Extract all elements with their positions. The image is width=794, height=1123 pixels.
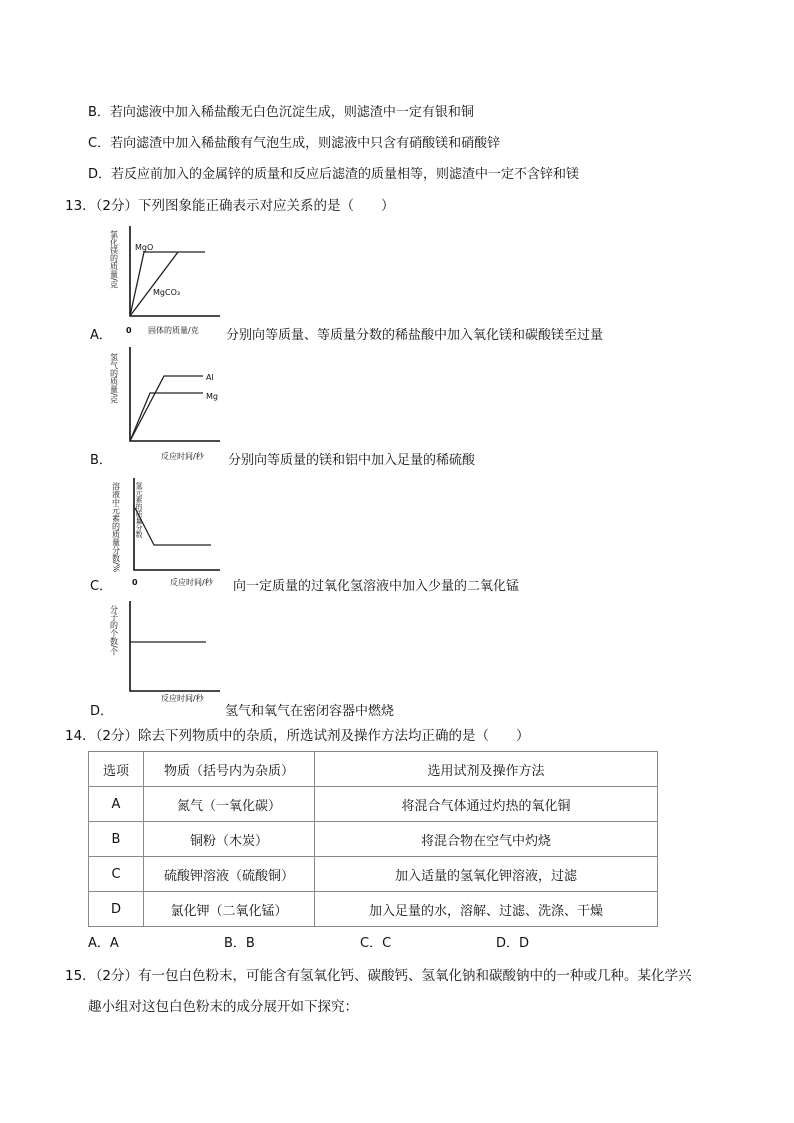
row-substance: 氮气（一氧化碳）	[144, 787, 315, 822]
q13-a-series-mgco3: MgCO₃	[153, 288, 181, 297]
q13-stem: 13．（2分）下列图象能正确表示对应关系的是（ ）	[65, 198, 395, 214]
q13-b-xlabel: 反应时间/秒	[161, 452, 204, 461]
q14-answer-d: D．D	[496, 936, 530, 951]
header-method: 选用试剂及操作方法	[315, 752, 658, 787]
q13-c-text: 向一定质量的过氧化氢溶液中加入少量的二氧化锰	[233, 579, 520, 594]
q13-d-letter: D．	[90, 704, 114, 719]
q13-a-graph	[108, 220, 228, 340]
q13-c-ylabel: 溶液中元素的质量分数/%	[111, 482, 121, 573]
q12-option-d: D．若反应前加入的金属锌的质量和反应后滤渣的质量相等，则滤渣中一定不含锌和镁	[88, 167, 580, 182]
q13-b-ylabel: 氢气的质量/克	[109, 353, 119, 404]
row-method: 将混合物在空气中灼烧	[315, 822, 658, 857]
q14-answer-a: A．A	[88, 936, 119, 951]
q13-a-axes	[130, 226, 220, 316]
q13-b-text: 分别向等质量的镁和铝中加入足量的稀硫酸	[228, 453, 476, 468]
q13-d-ylabel: 分子的个数/个	[109, 605, 119, 656]
q14-table	[88, 751, 658, 927]
q13-a-xlabel: 固体的质量/克	[148, 326, 199, 335]
row-method: 加入足量的水，溶解、过滤、洗涤、干燥	[315, 892, 658, 927]
q15-stem-line2: 趣小组对这包白色粉末的成分展开如下探究：	[88, 999, 358, 1015]
q13-b-graph	[108, 343, 228, 461]
q12-option-c: C．若向滤渣中加入稀盐酸有气泡生成，则滤液中只含有硝酸镁和硝酸锌	[88, 136, 501, 151]
q14-answer-b: B．B	[224, 936, 255, 951]
row-option: B	[89, 822, 144, 857]
q13-c-xlabel: 反应时间/秒	[170, 578, 213, 587]
row-method: 加入适量的氢氧化钾溶液，过滤	[315, 857, 658, 892]
q13-b-letter: B．	[90, 453, 112, 468]
q13-a-origin: 0	[126, 326, 132, 335]
q13-b-curve-mg	[130, 393, 203, 441]
q13-d-text: 氢气和氧气在密闭容器中燃烧	[225, 704, 395, 719]
row-substance: 氯化钾（二氧化锰）	[144, 892, 315, 927]
q14-stem: 14．（2分）除去下列物质中的杂质，所选试剂及操作方法均正确的是（ ）	[65, 728, 530, 744]
row-substance: 铜粉（木炭）	[144, 822, 315, 857]
q13-b-curve-al	[130, 376, 203, 441]
q13-c-letter: C．	[90, 579, 113, 594]
q15-stem-line1: 15．（2分）有一包白色粉末，可能含有氢氧化钙、碳酸钙、氢氧化钠和碳酸钠中的一种或几种。某化学兴	[65, 968, 692, 984]
table-row	[89, 822, 658, 857]
q13-c-axes	[134, 478, 220, 570]
q13-a-text: 分别向等质量、等质量分数的稀盐酸中加入氧化镁和碳酸镁至过量	[226, 328, 604, 343]
row-option: C	[89, 857, 144, 892]
header-option: 选项	[89, 752, 144, 787]
q13-b-series-al: Al	[206, 373, 214, 382]
q13-c-origin: 0	[132, 578, 138, 587]
q13-d-xlabel: 反应时间/秒	[161, 694, 204, 703]
q13-a-curve-mgo	[130, 252, 205, 316]
q13-c-ylabel-extra: 氢元素的质量分数	[135, 482, 143, 538]
header-substance: 物质（括号内为杂质）	[144, 752, 315, 787]
q13-c-graph	[108, 470, 228, 588]
q13-d-axes	[130, 601, 220, 691]
q13-b-series-mg: Mg	[206, 392, 218, 401]
q13-a-ylabel: 氯化镁的质量/克	[109, 230, 119, 289]
q13-a-letter: A．	[90, 328, 112, 343]
q13-d-graph	[108, 597, 228, 703]
table-row	[89, 892, 658, 927]
row-method: 将混合气体通过灼热的氧化铜	[315, 787, 658, 822]
table-row	[89, 787, 658, 822]
q13-c-curve	[135, 508, 211, 545]
q14-answer-c: C．C	[360, 936, 392, 951]
row-substance: 硫酸钾溶液（硫酸铜）	[144, 857, 315, 892]
q12-option-b: B．若向滤液中加入稀盐酸无白色沉淀生成，则滤渣中一定有银和铜	[88, 105, 474, 120]
table-header-row	[89, 752, 658, 787]
table-row	[89, 857, 658, 892]
row-option: A	[89, 787, 144, 822]
row-option: D	[89, 892, 144, 927]
q13-a-series-mgo: MgO	[135, 243, 154, 252]
